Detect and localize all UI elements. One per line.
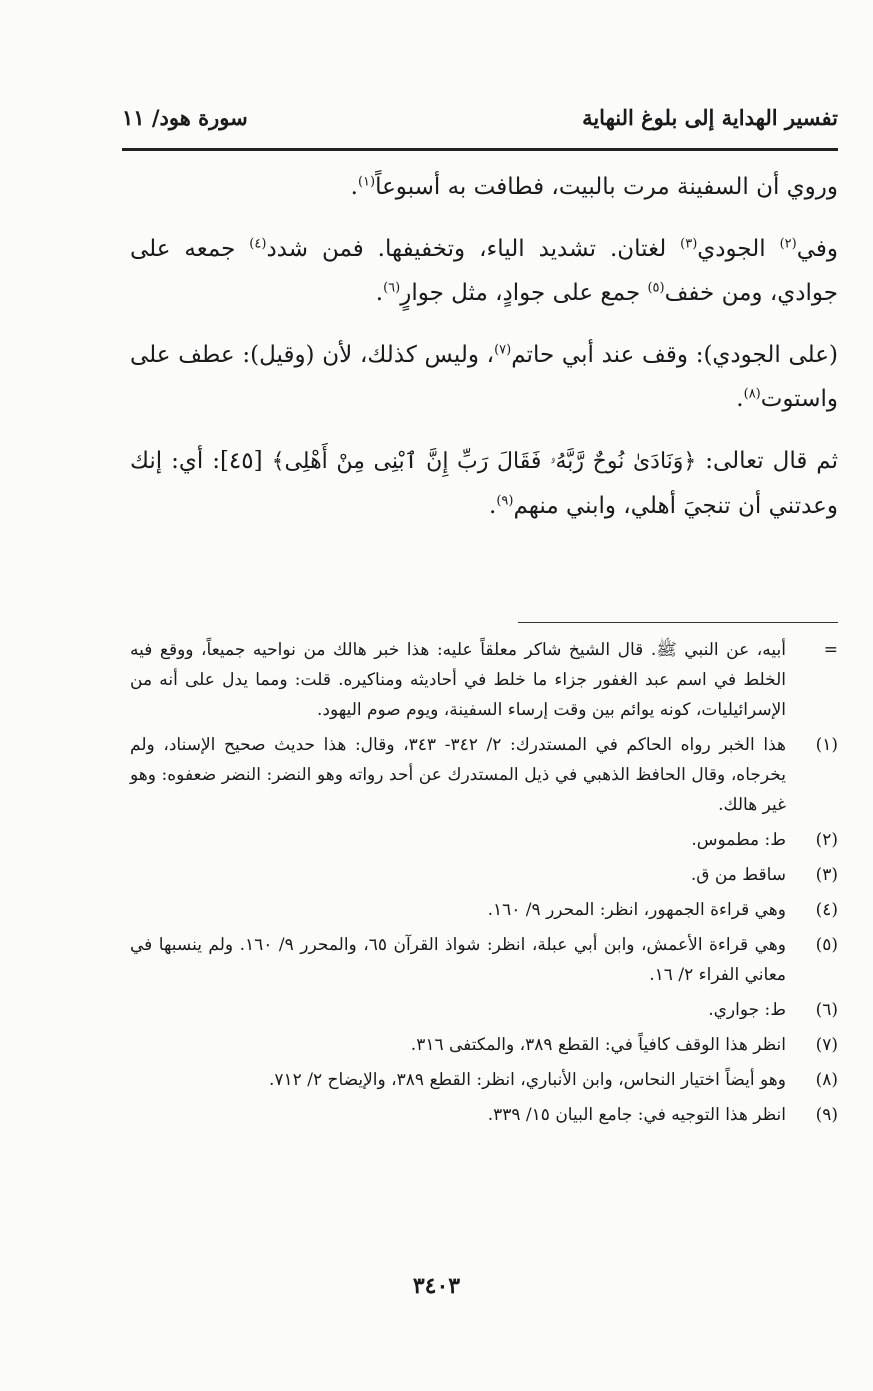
- footnote-ref: (١): [357, 174, 376, 190]
- footnote-ref: (٨): [743, 386, 761, 402]
- footnote-ref: (٢): [779, 236, 797, 252]
- footnote-3: (٣) ساقط من ق.: [130, 860, 838, 890]
- page-number: ٣٤٠٣: [412, 1273, 461, 1299]
- paragraph-1: وروي أن السفينة مرت بالبيت، فطافت به أسبوعاً$^{(١)}$.: [350, 174, 838, 200]
- footnote-ref: (٩): [496, 493, 514, 509]
- footnote-ref: (٧): [494, 342, 512, 358]
- footnote-5: (٥) وهي قراءة الأعمش، وابن أبي عبلة، انظر: شواذ القرآن ٦٥، والمحرر ٩/ ١٦٠. ولم ينسبها في معاني الفراء ٢/ ١٦.: [130, 930, 838, 990]
- quran-verse: ﴿وَنَادَىٰ نُوحٌ رَّبَّهُۥ فَقَالَ رَبِّ إِنَّ ٱبْنِى مِنْ أَهْلِى﴾: [271, 449, 697, 474]
- footnote-number: (٧): [815, 1035, 838, 1055]
- running-header: [122, 105, 838, 141]
- paragraph-2: وفي$^{(٢)}$ الجودي$^{(٣)}$ لغتان. تشديد الياء، وتخفيفها. فمن شدد$^{(٤)}$ جمعه على جوادي، ومن خفف$^{(٥)}$ جمع على جوادٍ، مثل جوارٍ$^{(٦)}$.: [130, 236, 838, 306]
- footnote-2: (٢) ط: مطموس.: [130, 825, 838, 855]
- footnote-number: (٨): [815, 1070, 838, 1090]
- footnote-number: (٣): [815, 865, 838, 885]
- footnote-rule: [518, 622, 838, 623]
- paragraph-4: ثم قال تعالى: ﴿وَنَادَىٰ نُوحٌ رَّبَّهُۥ فَقَالَ رَبِّ إِنَّ ٱبْنِى مِنْ أَهْلِى﴾ [٤٥]: أي: إنك وعدتني أن تنجيَ أهلي، وابني منهم$^{(٩)}$.: [130, 448, 838, 519]
- footnote-ref: (٥): [647, 280, 665, 296]
- footnotes: [130, 635, 838, 1135]
- footnote-6: (٦) ط: جواري.: [130, 995, 838, 1025]
- footnote-8: (٨) وهو أيضاً اختيار النحاس، وابن الأنباري، انظر: القطع ٣٨٩، والإيضاح ٢/ ٧١٢.: [130, 1065, 838, 1095]
- footnote-number: (١): [815, 735, 838, 755]
- header-rule: [122, 148, 838, 151]
- footnote-number: (٦): [815, 1000, 838, 1020]
- main-text: [130, 165, 838, 546]
- continuation-marker: =: [823, 640, 838, 660]
- footnote-number: (٩): [815, 1105, 838, 1125]
- footnote-number: (٥): [815, 935, 838, 955]
- footnote-number: (٤): [815, 900, 838, 920]
- footnote-number: (٢): [815, 830, 838, 850]
- surah-label: سورة هود/ ١١: [122, 105, 248, 130]
- paragraph-3: (على الجودي): وقف عند أبي حاتم$^{(٧)}$، وليس كذلك، لأن (وقيل): عطف على واستوت$^{(٨)}$.: [130, 342, 838, 412]
- footnote-9: (٩) انظر هذا التوجيه في: جامع البيان ١٥/ ٣٣٩.: [130, 1100, 838, 1130]
- footnote-ref: (٦): [383, 280, 401, 296]
- footnote-ref: (٤): [249, 236, 267, 252]
- footnote-7: (٧) انظر هذا الوقف كافياً في: القطع ٣٨٩، والمكتفى ٣١٦.: [130, 1030, 838, 1060]
- footnote-1: (١) هذا الخبر رواه الحاكم في المستدرك: ٢/ ٣٤٢- ٣٤٣، وقال: هذا حديث صحيح الإسناد، ولم يخرجاه، وقال الحافظ الذهبي في ذيل المستدرك عن أحد رواته وهو النضر: النضر ضعفوه: وهو غير هالك.: [130, 730, 838, 820]
- footnote-4: (٤) وهي قراءة الجمهور، انظر: المحرر ٩/ ١٦٠.: [130, 895, 838, 925]
- footnote-ref: (٣): [680, 236, 698, 252]
- book-title: تفسير الهداية إلى بلوغ النهاية: [582, 105, 838, 130]
- footnote-continuation: = أبيه، عن النبي ﷺ. قال الشيخ شاكر معلقاً عليه: هذا خبر هالك من نواحيه جميعاً، ووقع فيه الخلط في اسم عبد الغفور جزاء ما خلط في أحاديثه ومناكيره. قلت: ومما يدل على أنه من الإسرائيليات، كونه يوائم بين وقت إرساء السفينة، ويوم صوم اليهود.: [130, 635, 838, 725]
